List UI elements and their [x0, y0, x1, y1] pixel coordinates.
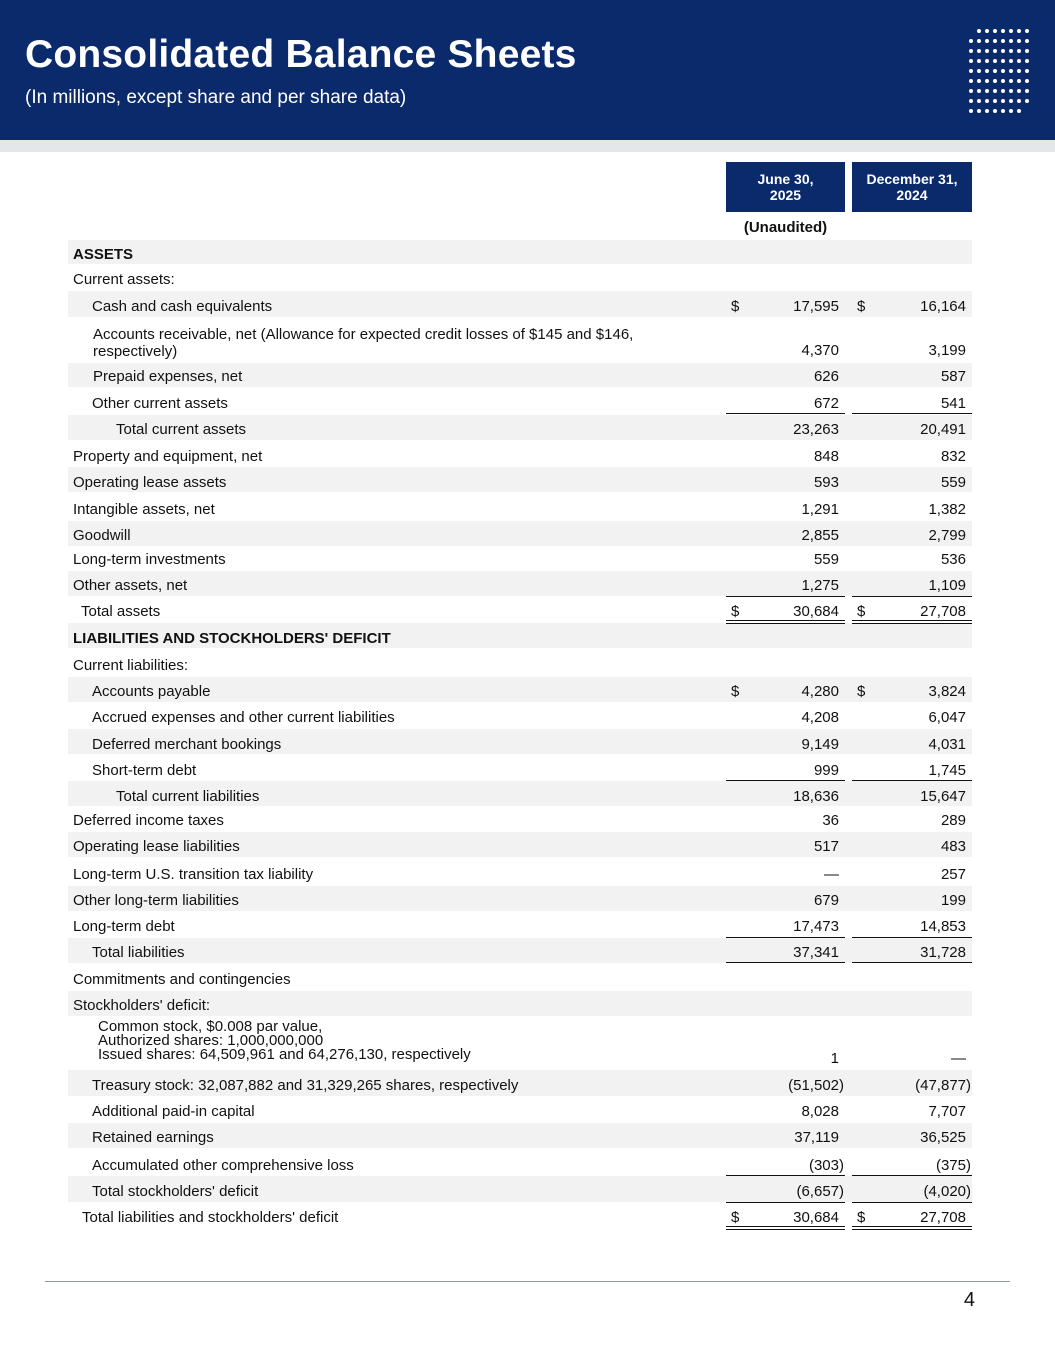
table-row — [68, 1097, 972, 1122]
row-label: Current liabilities: — [73, 657, 189, 674]
row-label: Treasury stock: 32,087,882 and 31,329,265 shares, respectively — [92, 1077, 519, 1094]
value-december-2024: 559 — [940, 474, 966, 491]
column-header-june-2025: June 30, 2025 — [726, 162, 845, 212]
value-june-2025: 18,636 — [793, 788, 839, 805]
value-december-2024: 1,109 — [928, 577, 966, 594]
row-label: Additional paid-in capital — [92, 1103, 255, 1120]
table-row — [68, 363, 972, 387]
value-december-2024: 1,382 — [928, 501, 966, 518]
value-december-2024: 4,031 — [928, 736, 966, 753]
table-row — [68, 1176, 972, 1202]
value-june-2025: 2,855 — [801, 527, 839, 544]
subtotal-rule — [726, 962, 845, 963]
row-label: Total current assets — [116, 421, 247, 438]
value-june-2025: (6,657) — [796, 1183, 844, 1200]
value-june-2025: 37,119 — [794, 1129, 839, 1146]
value-june-2025: 4,208 — [801, 709, 839, 726]
currency-symbol: $ — [731, 298, 740, 315]
value-december-2024: 541 — [940, 395, 966, 412]
table-row — [68, 415, 972, 440]
subtotal-rule — [852, 413, 972, 414]
value-december-2024: 6,047 — [928, 709, 966, 726]
value-december-2024: 7,707 — [928, 1103, 966, 1120]
row-label: Accounts payable — [92, 683, 211, 700]
subtotal-rule — [726, 596, 845, 597]
value-june-2025: (303) — [808, 1157, 844, 1174]
value-december-2024: 27,708 — [920, 1209, 966, 1226]
value-june-2025: 4,280 — [801, 683, 839, 700]
value-december-2024: (4,020) — [923, 1183, 971, 1200]
value-december-2024: 587 — [940, 368, 966, 385]
table-row — [68, 240, 972, 264]
page-number: 4 — [963, 1289, 975, 1311]
row-label: Long-term U.S. transition tax liability — [73, 866, 314, 883]
value-december-2024: (47,877) — [915, 1077, 971, 1094]
value-june-2025: 626 — [813, 368, 839, 385]
value-june-2025: 30,684 — [793, 603, 839, 620]
table-row — [68, 964, 972, 990]
row-label: Total liabilities — [92, 944, 185, 961]
table-row — [68, 677, 972, 702]
value-december-2024: 289 — [940, 812, 966, 829]
value-december-2024: 1,745 — [928, 762, 966, 779]
column-header-december-2024: December 31, 2024 — [852, 162, 972, 212]
row-label: Total assets — [81, 603, 161, 620]
table-row — [68, 388, 972, 414]
row-label: Stockholders' deficit: — [73, 997, 211, 1014]
value-december-2024: 536 — [940, 551, 966, 568]
value-december-2024: (375) — [935, 1157, 971, 1174]
table-row — [68, 832, 972, 857]
value-june-2025: 1,291 — [801, 501, 839, 518]
value-june-2025: 4,370 — [801, 342, 839, 359]
row-label: Other long-term liabilities — [73, 892, 239, 909]
table-row — [68, 991, 972, 1016]
table-row — [68, 597, 972, 622]
page-subtitle: (In millions, except share and per share data) — [25, 87, 407, 108]
table-row — [68, 807, 972, 831]
value-december-2024: 257 — [940, 866, 966, 883]
value-june-2025: 30,684 — [793, 1209, 839, 1226]
table-row — [68, 494, 972, 520]
row-label: Prepaid expenses, net — [93, 368, 243, 385]
row-label: LIABILITIES AND STOCKHOLDERS' DEFICIT — [73, 630, 391, 647]
table-row — [68, 467, 972, 492]
subtotal-rule — [726, 780, 845, 781]
value-june-2025: 36 — [822, 812, 839, 829]
row-label: Total liabilities and stockholders' deficit — [82, 1209, 339, 1226]
row-label: Operating lease assets — [73, 474, 227, 491]
row-label: Retained earnings — [92, 1129, 214, 1146]
row-label: Property and equipment, net — [73, 448, 263, 465]
value-december-2024: — — [951, 1050, 966, 1067]
value-june-2025: 1 — [830, 1050, 839, 1067]
currency-symbol: $ — [731, 1209, 740, 1226]
subtotal-rule — [726, 937, 845, 938]
value-june-2025: 1,275 — [801, 577, 839, 594]
header-band — [0, 140, 1055, 152]
value-december-2024: 16,164 — [920, 298, 966, 315]
value-june-2025: 999 — [813, 762, 839, 779]
currency-symbol: $ — [731, 683, 740, 700]
table-row — [68, 651, 972, 676]
row-label: Total current liabilities — [116, 788, 260, 805]
currency-symbol: $ — [731, 603, 740, 620]
value-june-2025: — — [824, 866, 839, 883]
currency-symbol: $ — [857, 683, 866, 700]
value-june-2025: 23,263 — [793, 421, 839, 438]
subtotal-rule — [726, 1202, 845, 1203]
value-june-2025: (51,502) — [788, 1077, 844, 1094]
table-row — [68, 729, 972, 754]
value-june-2025: 17,595 — [793, 298, 839, 315]
row-label: Goodwill — [73, 527, 131, 544]
value-december-2024: 3,199 — [928, 342, 966, 359]
value-december-2024: 483 — [940, 838, 966, 855]
subtotal-rule — [726, 413, 845, 414]
table-row — [68, 521, 972, 546]
unaudited-label: (Unaudited) — [743, 219, 828, 236]
row-label: Accrued expenses and other current liabilities — [92, 709, 395, 726]
subtotal-rule — [852, 937, 972, 938]
row-label: Long-term debt — [73, 918, 175, 935]
table-row — [68, 1150, 972, 1176]
table-row — [68, 755, 972, 780]
total-double-rule — [852, 1229, 972, 1230]
value-december-2024: 15,647 — [920, 788, 966, 805]
table-row — [68, 781, 972, 806]
subtotal-rule — [852, 962, 972, 963]
row-label: Deferred merchant bookings — [92, 736, 282, 753]
table-row — [68, 571, 972, 596]
currency-symbol: $ — [857, 298, 866, 315]
subtotal-rule — [852, 1175, 972, 1176]
page-header — [0, 0, 1055, 140]
currency-symbol: $ — [857, 603, 866, 620]
value-december-2024: 14,853 — [920, 918, 966, 935]
table-row — [68, 1070, 972, 1096]
row-label: Current assets: — [73, 271, 175, 288]
page-title: Consolidated Balance Sheets — [25, 33, 577, 76]
subtotal-rule — [852, 596, 972, 597]
currency-symbol: $ — [857, 1209, 866, 1226]
row-label: Other current assets — [92, 395, 228, 412]
value-june-2025: 559 — [813, 551, 839, 568]
row-label: Long-term investments — [73, 551, 226, 568]
row-label: Common stock, $0.008 par value, Authorized shares: 1,000,000,000 Issued shares: 64,509,961 and 64,276,130, respectively — [98, 1018, 471, 1063]
row-label: ASSETS — [73, 246, 134, 263]
value-june-2025: 9,149 — [801, 736, 839, 753]
row-label: Operating lease liabilities — [73, 838, 240, 855]
table-row — [68, 441, 972, 467]
row-label: Other assets, net — [73, 577, 188, 594]
total-double-rule — [852, 1226, 972, 1227]
row-label: Intangible assets, net — [73, 501, 215, 518]
value-december-2024: 36,525 — [920, 1129, 966, 1146]
table-row — [68, 1018, 972, 1068]
row-label: Accounts receivable, net (Allowance for expected credit losses of $145 and $146, respectively) — [93, 326, 634, 360]
value-december-2024: 3,824 — [928, 683, 966, 700]
value-june-2025: 37,341 — [793, 944, 839, 961]
total-double-rule — [726, 620, 845, 621]
table-row — [68, 623, 972, 648]
subtotal-rule — [852, 1202, 972, 1203]
row-label: Short-term debt — [92, 762, 197, 779]
subtotal-rule — [852, 780, 972, 781]
row-label: Deferred income taxes — [73, 812, 224, 829]
value-june-2025: 593 — [813, 474, 839, 491]
value-june-2025: 8,028 — [801, 1103, 839, 1120]
total-double-rule — [726, 1226, 845, 1227]
total-double-rule — [852, 623, 972, 624]
value-june-2025: 679 — [813, 892, 839, 909]
table-row — [68, 547, 972, 570]
total-double-rule — [726, 1229, 845, 1230]
total-double-rule — [726, 623, 845, 624]
table-row — [68, 886, 972, 911]
dot-grid-icon — [968, 28, 1030, 114]
row-label: Commitments and contingencies — [73, 971, 291, 988]
table-row — [68, 859, 972, 885]
row-label: Cash and cash equivalents — [92, 298, 273, 315]
value-december-2024: 27,708 — [920, 603, 966, 620]
table-row — [68, 265, 972, 289]
table-row — [68, 912, 972, 937]
footer-rule — [45, 1281, 1010, 1282]
table-row — [68, 703, 972, 728]
value-june-2025: 17,473 — [793, 918, 839, 935]
value-december-2024: 20,491 — [920, 421, 966, 438]
table-row — [68, 938, 972, 963]
value-december-2024: 199 — [940, 892, 966, 909]
subtotal-rule — [726, 1175, 845, 1176]
value-june-2025: 517 — [813, 838, 839, 855]
value-december-2024: 31,728 — [920, 944, 966, 961]
value-december-2024: 2,799 — [928, 527, 966, 544]
row-label: Total stockholders' deficit — [92, 1183, 259, 1200]
value-june-2025: 672 — [813, 395, 839, 412]
total-double-rule — [852, 620, 972, 621]
table-row — [68, 1123, 972, 1148]
table-row — [68, 291, 972, 317]
value-june-2025: 848 — [813, 448, 839, 465]
value-december-2024: 832 — [940, 448, 966, 465]
table-row — [68, 318, 972, 362]
row-label: Accumulated other comprehensive loss — [92, 1157, 354, 1174]
